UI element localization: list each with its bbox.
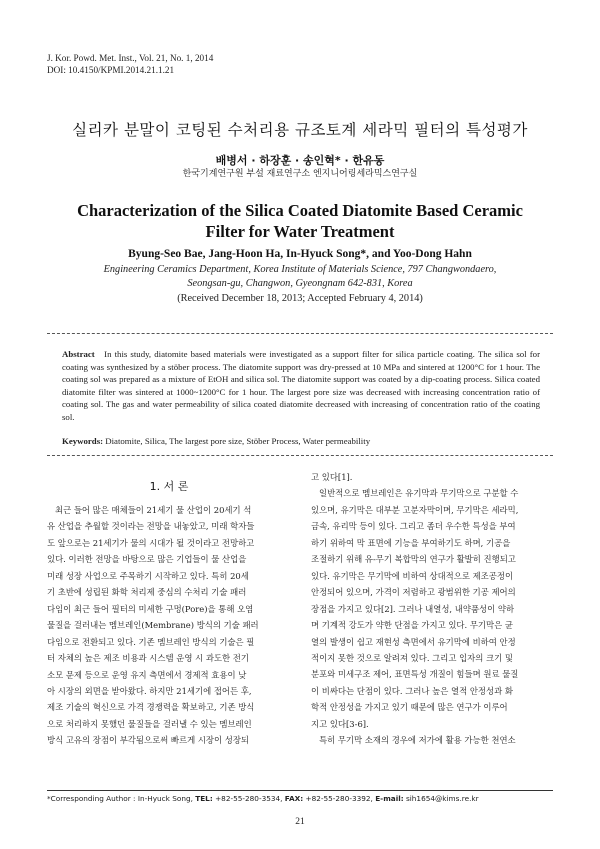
journal-doi: DOI: 10.4150/KPMI.2014.21.1.21 [47, 65, 175, 75]
korean-authors: 배병서 · 하장훈 · 송인혁* · 한유동 [215, 154, 385, 167]
abstract-text: In this study, diatomite based materials were investigated as a support filter for silica particle coating. The silica sol for coating was synthesized by a stöber process. The diatomite support was dry-pressed at 10 MPa and sintered at 1200°C for 1 hour. The coating sol was prepared as a mixture of EtOH and silica sol. The diatomite support was coated by a dip-coating process. Silica coated diatomite filter was sintered at 1000~1200°C for 1 hour. The largest pore size was decreased with increasing concentration ratio of coating sol. The gas and water permeability of silica coated diatomite decreased with increasing of concentration ratio of the coating sol. [62, 349, 540, 422]
page-number: 21 [295, 817, 305, 827]
english-affiliation-line-1: Engineering Ceramics Department, Korea Institute of Materials Science, 797 Changwondaero, [103, 264, 497, 275]
body-line: 다임으로 전환되고 있다. 기존 멤브레인 방식의 기술은 필 [47, 636, 255, 647]
tel-label: TEL: [195, 794, 213, 803]
left-column [47, 502, 291, 749]
abstract-top-rule [47, 333, 553, 334]
fax-value: +82-55-280-3392, [303, 794, 376, 803]
body-line: 하기 위하여 막 표면에 기능을 부여하기도 하며, 기공을 [311, 537, 511, 548]
english-title [0, 200, 600, 242]
abstract-label: Abstract [62, 349, 95, 359]
body-line: 방식 고유의 장점이 부각됨으로써 빠르게 시장이 성장되 [47, 735, 250, 746]
body-line: 이 비싸다는 단점이 있다. 그러나 높은 열적 안정성과 화 [311, 685, 513, 696]
body-line: 터 자체의 높은 제조 비용과 시스템 운영 시 과도한 전기 [47, 653, 249, 664]
journal-citation: J. Kor. Powd. Met. Inst., Vol. 21, No. 1, 2014 [47, 53, 214, 63]
body-line: 있다. 유기막은 무기막에 비하여 상대적으로 제조공정이 [311, 570, 514, 581]
journal-header [47, 52, 213, 76]
footnote-rule [47, 790, 553, 791]
body-line: 열의 발생이 쉽고 재현성 측면에서 유기막에 비하여 안정 [311, 636, 516, 647]
body-line: 금속, 유리막 등이 있다. 그리고 좀더 우수한 특성을 부여 [311, 521, 516, 532]
body-line: 분포와 미세구조 제어, 표면특성 개질이 힘들며 원료 물질 [311, 669, 519, 680]
body-line: 있으며, 유기막은 대부분 고분자막이며, 무기막은 세라믹, [311, 504, 519, 515]
abstract [62, 348, 540, 424]
body-line: 제조 기술의 혁신으로 가격 경쟁력을 확보하고, 기존 방식 [47, 702, 255, 713]
body-line: 안정되어 있으며, 가격이 저렴하고 광범위한 기공 제어의 [311, 587, 516, 598]
english-affiliation-line-2: Seongsan-gu, Changwon, Gyeongnam 642-831, Korea [187, 277, 413, 289]
right-column [311, 469, 555, 749]
keywords [62, 435, 540, 447]
body-line: 기 초반에 성립된 화학 처리제 중심의 수처리 기술 패러 [47, 587, 247, 598]
body-line: 장점을 가지고 있다[2]. 그러나 내열성, 내약품성이 약하 [311, 603, 515, 614]
keywords-label: Keywords: [62, 436, 104, 446]
body-line: 학적 안정성을 가지고 있기 때문에 많은 연구가 이루어 [311, 702, 508, 713]
english-affiliation [0, 263, 600, 290]
tel-value: +82-55-280-3534, [212, 794, 285, 803]
english-title-line-1: Characterization of the Silica Coated Diatomite Based Ceramic [77, 201, 523, 220]
body-line: 소모 문제 등으로 운영 유지 측면에서 경제적 효용이 낮 [47, 669, 247, 680]
body-line: 며 기계적 강도가 약한 단점을 가지고 있다. 무기막은 균 [311, 620, 513, 631]
email-value: sih1654@kims.re.kr [403, 794, 479, 803]
body-line: 다임이 최근 들어 필터의 미세한 구멍(Pore)을 통해 오염 [47, 603, 254, 614]
body-line: 으로 처리하지 못했던 물질들을 걸러낼 수 있는 멤브레인 [47, 718, 252, 729]
footnote-prefix: *Corresponding Author : In-Hyuck Song, [47, 794, 196, 803]
korean-title: 실리카 분말이 코팅된 수처리용 규조토계 세라믹 필터의 특성평가 [72, 121, 528, 139]
body-line: 지고 있다[3-6]. [311, 718, 369, 729]
email-label: E-mail: [375, 794, 404, 803]
english-authors: Byung-Seo Bae, Jang-Hoon Ha, In-Hyuck Song*, and Yoo-Dong Hahn [128, 248, 472, 260]
body-line: 있다. 이러한 전망을 바탕으로 많은 기업들이 물 산업을 [47, 554, 247, 565]
keywords-text: Diatomite, Silica, The largest pore size, Stöber Process, Water permeability [105, 436, 371, 446]
body-line: 특히 무기막 소재의 경우에 저가에 활용 가능한 천연소 [319, 735, 516, 746]
body-line: 미래 성장 사업으로 주목하기 시작하고 있다. 특히 20세 [47, 570, 249, 581]
body-line: 최근 들어 많은 매체들이 21세기 물 산업이 20세기 석 [55, 505, 252, 515]
abstract-bottom-rule [47, 455, 553, 456]
body-line: 도 앞으로는 21세기가 물의 시대가 될 것이라고 전망하고 [47, 537, 255, 548]
english-title-line-2: Filter for Water Treatment [205, 222, 395, 241]
fax-label: FAX: [284, 794, 304, 803]
body-line: 조절하기 위해 유-무기 복합막의 연구가 활발히 진행되고 [311, 554, 516, 565]
corresponding-author-footnote [47, 794, 479, 803]
section-title-introduction: 1. 서 론 [149, 480, 189, 493]
korean-affiliation: 한국기계연구원 부설 재료연구소 엔지니어링세라믹스연구실 [182, 169, 418, 179]
body-line: 적이지 못한 것으로 알려져 있다. 그리고 입자의 크기 및 [311, 652, 513, 663]
body-line: 물질을 걸러내는 멤브레인(Membrane) 방식의 기술 패러 [47, 620, 259, 631]
body-line: 유 산업을 추월할 것이라는 전망을 내놓았고, 미래 학자들 [47, 521, 255, 532]
body-line: 고 있다[1]. [311, 472, 353, 482]
received-dates: (Received December 18, 2013; Accepted February 4, 2014) [177, 293, 423, 304]
body-line: 일반적으로 멤브레인은 유기막과 무기막으로 구분할 수 [319, 488, 519, 499]
body-line: 아 시장의 외면을 받아왔다. 하지만 21세기에 접어든 후, [47, 685, 252, 696]
